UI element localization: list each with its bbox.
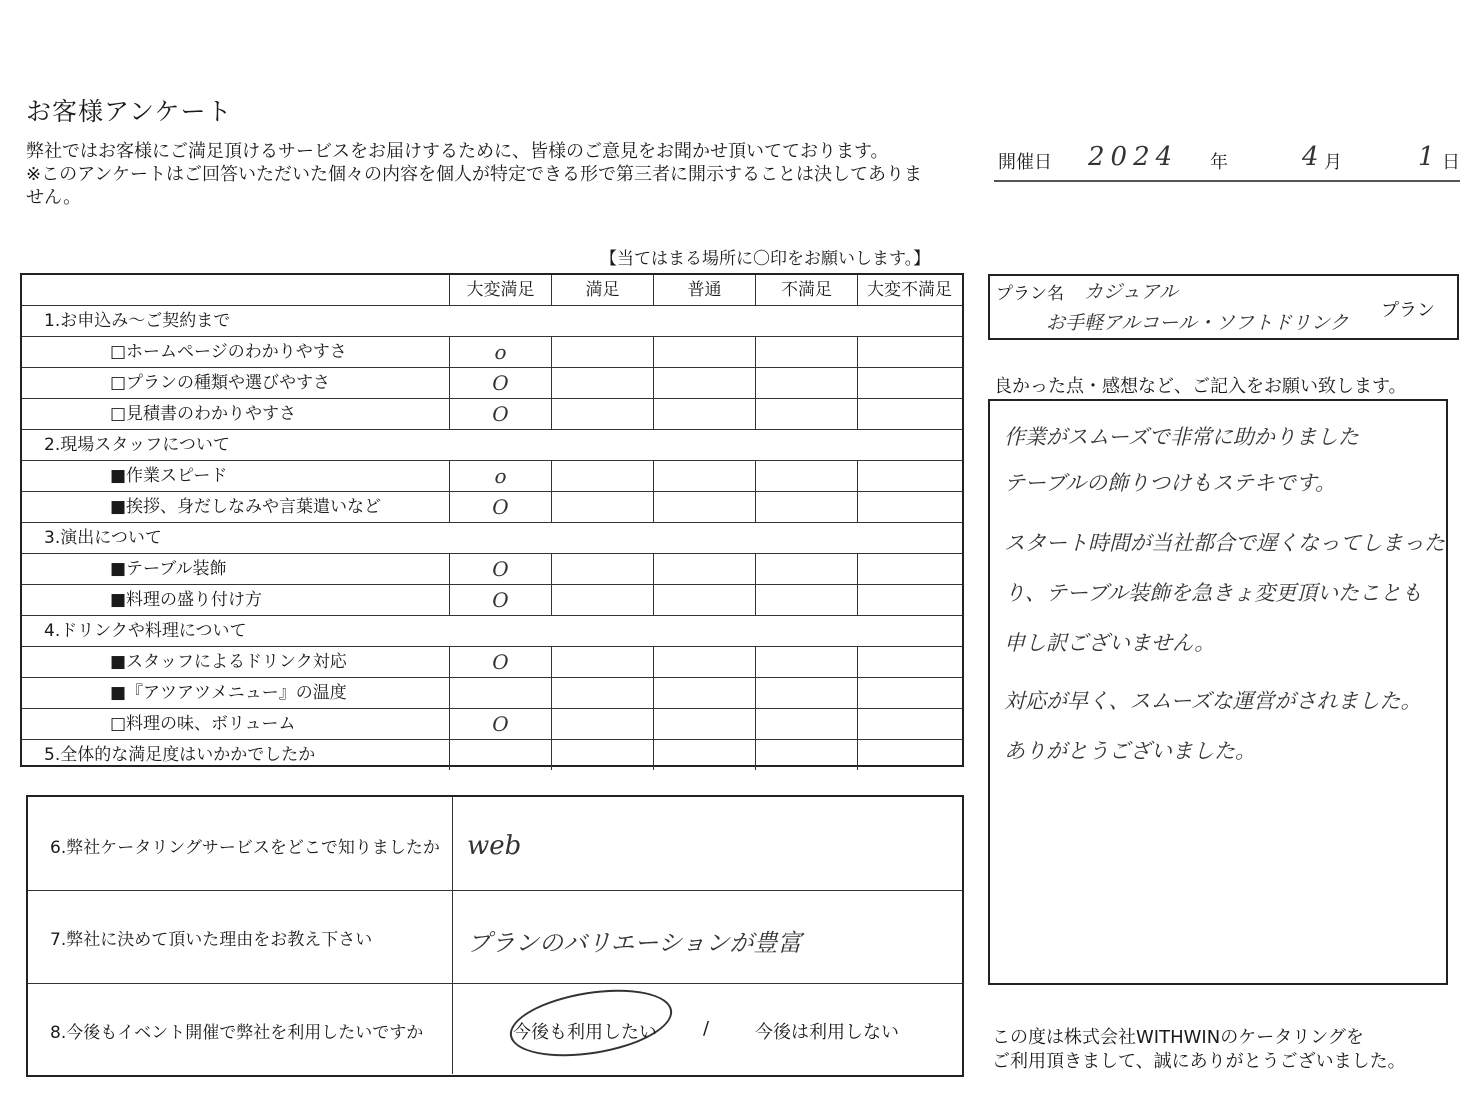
- rating-cell[interactable]: [551, 554, 653, 584]
- circle-mark: O: [492, 495, 509, 519]
- rating-cell[interactable]: [449, 554, 551, 584]
- rating-row: [22, 460, 962, 491]
- plan-suffix: プラン: [1381, 300, 1435, 321]
- rating-row: [22, 491, 962, 522]
- answer-options: [452, 984, 962, 1074]
- rating-cell[interactable]: [653, 709, 755, 739]
- circle-mark: O: [492, 650, 509, 674]
- rating-cell[interactable]: [857, 740, 961, 770]
- comment-line: 申し訳ございません。: [1004, 631, 1216, 655]
- circle-mark: o: [494, 464, 507, 488]
- plan-label: プラン名: [996, 284, 1064, 304]
- circle-mark: O: [492, 371, 509, 395]
- rating-cell[interactable]: [857, 461, 961, 491]
- section-row: [22, 429, 962, 460]
- rating-row: [22, 646, 962, 677]
- intro-line: ※このアンケートはご回答いただいた個々の内容を個人が特定できる形で第三者に開示することは決してありま: [26, 164, 922, 185]
- option-separator: /: [703, 1018, 710, 1039]
- rating-cell[interactable]: [449, 585, 551, 615]
- comment-line: スタート時間が当社都合で遅くなってしまった: [1004, 531, 1445, 555]
- rating-cell[interactable]: [857, 554, 961, 584]
- rating-cell[interactable]: [449, 461, 551, 491]
- comment-label: 良かった点・感想など、ご記入をお願い致します。: [994, 376, 1407, 397]
- rating-cell[interactable]: [857, 399, 961, 429]
- item-label: ■テーブル装飾: [110, 559, 227, 579]
- rating-cell[interactable]: [653, 399, 755, 429]
- item-label: ■『アツアツメニュー』の温度: [110, 683, 347, 703]
- section-row: [22, 522, 962, 553]
- item-label: ■スタッフによるドリンク対応: [110, 652, 347, 672]
- rating-row: [22, 398, 962, 429]
- comment-line: テーブルの飾りつけもステキです。: [1004, 471, 1337, 495]
- rating-cell[interactable]: [449, 678, 551, 708]
- section-label: 3.演出について: [44, 528, 162, 548]
- rating-cell[interactable]: [653, 492, 755, 522]
- rating-cell[interactable]: [857, 709, 961, 739]
- rating-row: [22, 708, 962, 739]
- rating-cell[interactable]: [755, 678, 857, 708]
- rating-cell[interactable]: [551, 740, 653, 770]
- item-label: ■作業スピード: [110, 466, 228, 486]
- rating-cell[interactable]: [653, 554, 755, 584]
- circle-mark: O: [492, 712, 509, 736]
- rating-cell[interactable]: [551, 647, 653, 677]
- rating-cell[interactable]: [653, 678, 755, 708]
- column-header: 大変満足: [449, 275, 551, 305]
- rating-cell[interactable]: [551, 368, 653, 398]
- thanks-line: この度は株式会社WITHWINのケータリングを: [992, 1027, 1364, 1048]
- rating-cell[interactable]: [755, 740, 857, 770]
- rating-cell[interactable]: [449, 399, 551, 429]
- intro-line: せん。: [26, 187, 82, 208]
- column-header: 普通: [653, 275, 755, 305]
- section-row: [22, 305, 962, 336]
- rating-cell[interactable]: [551, 678, 653, 708]
- column-header: 満足: [551, 275, 653, 305]
- comment-box[interactable]: [988, 399, 1448, 985]
- option-yes[interactable]: 今後も利用したい: [513, 1022, 657, 1043]
- rating-cell[interactable]: [755, 709, 857, 739]
- section-row: [22, 739, 962, 770]
- rating-cell[interactable]: [449, 368, 551, 398]
- question-label: 8.今後もイベント開催で弊社を利用したいですか: [50, 1023, 424, 1043]
- rating-cell[interactable]: [857, 492, 961, 522]
- rating-table: [20, 273, 964, 767]
- circle-mark: O: [492, 557, 509, 581]
- column-header: 大変不満足: [857, 275, 961, 305]
- question-row: [28, 983, 962, 1074]
- rating-cell[interactable]: [653, 647, 755, 677]
- option-no[interactable]: 今後は利用しない: [755, 1022, 899, 1043]
- intro-text: [26, 140, 966, 209]
- date-month-value: 4: [1302, 142, 1319, 172]
- question-label: 6.弊社ケータリングサービスをどこで知りましたか: [50, 838, 440, 858]
- rating-cell[interactable]: [449, 709, 551, 739]
- date-day-unit: 日: [1442, 152, 1460, 173]
- question-row: [28, 797, 962, 890]
- circle-mark: o: [494, 340, 507, 364]
- rating-row: [22, 553, 962, 584]
- rating-row: [22, 367, 962, 398]
- rating-cell[interactable]: [755, 585, 857, 615]
- rating-cell[interactable]: [551, 337, 653, 367]
- questions-table: [26, 795, 964, 1077]
- section-label: 5.全体的な満足度はいかかでしたか: [44, 745, 316, 765]
- column-header: 不満足: [755, 275, 857, 305]
- answer-field[interactable]: [452, 891, 962, 983]
- rating-cell[interactable]: [551, 399, 653, 429]
- comment-line: ありがとうございました。: [1004, 739, 1256, 763]
- rating-cell[interactable]: [755, 492, 857, 522]
- rating-cell[interactable]: [449, 492, 551, 522]
- rating-cell[interactable]: [857, 337, 961, 367]
- item-label: □ホームページのわかりやすさ: [110, 342, 347, 362]
- circle-mark: O: [492, 588, 509, 612]
- rating-cell[interactable]: [857, 368, 961, 398]
- answer-field[interactable]: [452, 797, 962, 890]
- rating-cell[interactable]: [449, 647, 551, 677]
- thanks-line: ご利用頂きまして、誠にありがとうございました。: [992, 1051, 1406, 1072]
- rating-cell[interactable]: [551, 709, 653, 739]
- rating-cell[interactable]: [755, 554, 857, 584]
- section-label: 2.現場スタッフについて: [44, 435, 230, 455]
- rating-cell[interactable]: [449, 740, 551, 770]
- item-label: □プランの種類や選びやすさ: [110, 373, 331, 393]
- page-title: お客様アンケート: [26, 97, 233, 126]
- circle-mark: O: [492, 402, 509, 426]
- rating-row: [22, 336, 962, 367]
- rating-cell[interactable]: [755, 399, 857, 429]
- section-label: 4.ドリンクや料理について: [44, 621, 247, 641]
- rating-cell[interactable]: [551, 461, 653, 491]
- item-label: □料理の味、ボリューム: [110, 714, 296, 734]
- date-day-value: 1: [1418, 142, 1435, 172]
- comment-line: り、テーブル装飾を急きょ変更頂いたことも: [1004, 581, 1423, 605]
- rating-row: [22, 677, 962, 708]
- item-label: □見積書のわかりやすさ: [110, 404, 297, 424]
- date-year-value: 2024: [1088, 142, 1179, 172]
- rating-cell[interactable]: [551, 585, 653, 615]
- plan-name-field[interactable]: [988, 274, 1459, 340]
- item-label: ■料理の盛り付け方: [110, 590, 263, 610]
- plan-value-line1: カジュアル: [1084, 281, 1178, 303]
- event-date-field[interactable]: [994, 140, 1460, 182]
- rating-cell[interactable]: [755, 337, 857, 367]
- rating-cell[interactable]: [551, 492, 653, 522]
- date-year-unit: 年: [1210, 152, 1228, 173]
- section-row: [22, 615, 962, 646]
- rating-cell[interactable]: [653, 337, 755, 367]
- rating-cell[interactable]: [653, 585, 755, 615]
- rating-cell[interactable]: [755, 461, 857, 491]
- rating-cell[interactable]: [857, 585, 961, 615]
- thanks-message: [992, 1026, 1406, 1074]
- comment-line: 作業がスムーズで非常に助かりました: [1004, 425, 1359, 449]
- rating-cell[interactable]: [653, 368, 755, 398]
- comment-line: 対応が早く、スムーズな運営がされました。: [1004, 689, 1422, 713]
- question-label: 7.弊社に決めて頂いた理由をお教え下さい: [50, 930, 373, 950]
- rating-cell[interactable]: [755, 368, 857, 398]
- answer-text: プランのバリエーションが豊富: [467, 929, 802, 957]
- date-month-unit: 月: [1324, 152, 1342, 173]
- answer-text: web: [467, 831, 522, 861]
- rating-cell[interactable]: [755, 647, 857, 677]
- item-label: ■挨拶、身だしなみや言葉遣いなど: [110, 497, 382, 517]
- instruction-text: 【当てはまる場所に〇印をお願いします。】: [600, 249, 931, 269]
- rating-cell[interactable]: [857, 647, 961, 677]
- rating-cell[interactable]: [857, 678, 961, 708]
- rating-cell[interactable]: [653, 461, 755, 491]
- date-label: 開催日: [998, 152, 1052, 173]
- section-label: 1.お申込み～ご契約まで: [44, 311, 231, 331]
- plan-value-line2: お手軽アルコール・ソフトドリンク: [1046, 312, 1349, 334]
- rating-row: [22, 584, 962, 615]
- rating-cell[interactable]: [653, 740, 755, 770]
- intro-line: 弊社ではお客様にご満足頂けるサービスをお届けするために、皆様のご意見をお聞かせ頂いてております。: [26, 141, 889, 162]
- question-row: [28, 890, 962, 983]
- rating-cell[interactable]: [449, 337, 551, 367]
